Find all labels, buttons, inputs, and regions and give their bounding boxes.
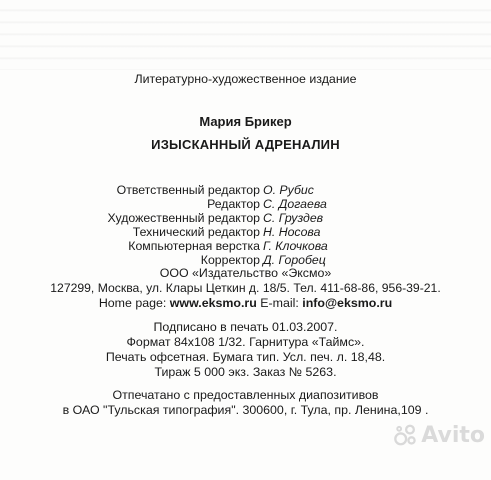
credit-name: С. Груздев (263, 211, 324, 225)
credits-list (0, 183, 491, 267)
credit-role: Компьютерная верстка (128, 239, 260, 253)
publisher-address: 127299, Москва, ул. Клары Цеткин д. 18/5. Тел. 411-68-86, 956-39-21. (50, 281, 441, 295)
credit-name: О. Рубис (263, 183, 314, 197)
credit-role: Корректор (200, 253, 260, 267)
credit-row (0, 211, 491, 225)
credit-role: Ответственный редактор (116, 183, 260, 197)
publisher-contacts (0, 296, 491, 310)
signed-date: Подписано в печать 01.03.2007. (153, 320, 338, 334)
show-through-text (0, 0, 491, 70)
edition-type: Литературно-художественное издание (134, 72, 357, 86)
avito-watermark (393, 411, 485, 459)
printing-note: Отпечатано с предоставленных диапозитивов (112, 388, 379, 402)
credit-row (0, 225, 491, 239)
credit-role: Художественный редактор (107, 211, 260, 225)
credit-name: Н. Носова (263, 225, 321, 239)
avito-logo-icon (393, 418, 419, 452)
credit-role: Редактор (207, 197, 260, 211)
print-run: Тираж 5 000 экз. Заказ № 5263. (154, 365, 337, 379)
printing-house: в ОАО "Тульская типография". 300600, г. Тула, пр. Ленина,109 . (62, 403, 429, 417)
credit-name: Д. Горобец (263, 253, 326, 267)
print-paper: Печать офсетная. Бумага тип. Усл. печ. л. 18,48. (105, 350, 386, 364)
watermark-text: Avito (421, 422, 485, 448)
credit-row (0, 253, 491, 267)
email-label: E-mail: (260, 296, 299, 310)
author-name: Мария Брикер (199, 114, 292, 129)
credit-name: С. Догаева (263, 197, 327, 211)
home-page-link[interactable]: www.eksmo.ru (169, 296, 257, 310)
credit-role: Технический редактор (132, 225, 260, 239)
credit-row (0, 183, 491, 197)
home-page-label: Home page: (98, 296, 167, 310)
credit-row (0, 239, 491, 253)
credit-row (0, 197, 491, 211)
credit-name: Г. Клочкова (263, 239, 328, 253)
book-title: ИЗЫСКАННЫЙ АДРЕНАЛИН (151, 137, 340, 152)
publisher-name: ООО «Издательство «Эксмо» (159, 266, 332, 280)
email-link[interactable]: info@eksmo.ru (302, 296, 393, 310)
print-format: Формат 84x108 1/32. Гарнитура «Таймс». (126, 335, 365, 349)
